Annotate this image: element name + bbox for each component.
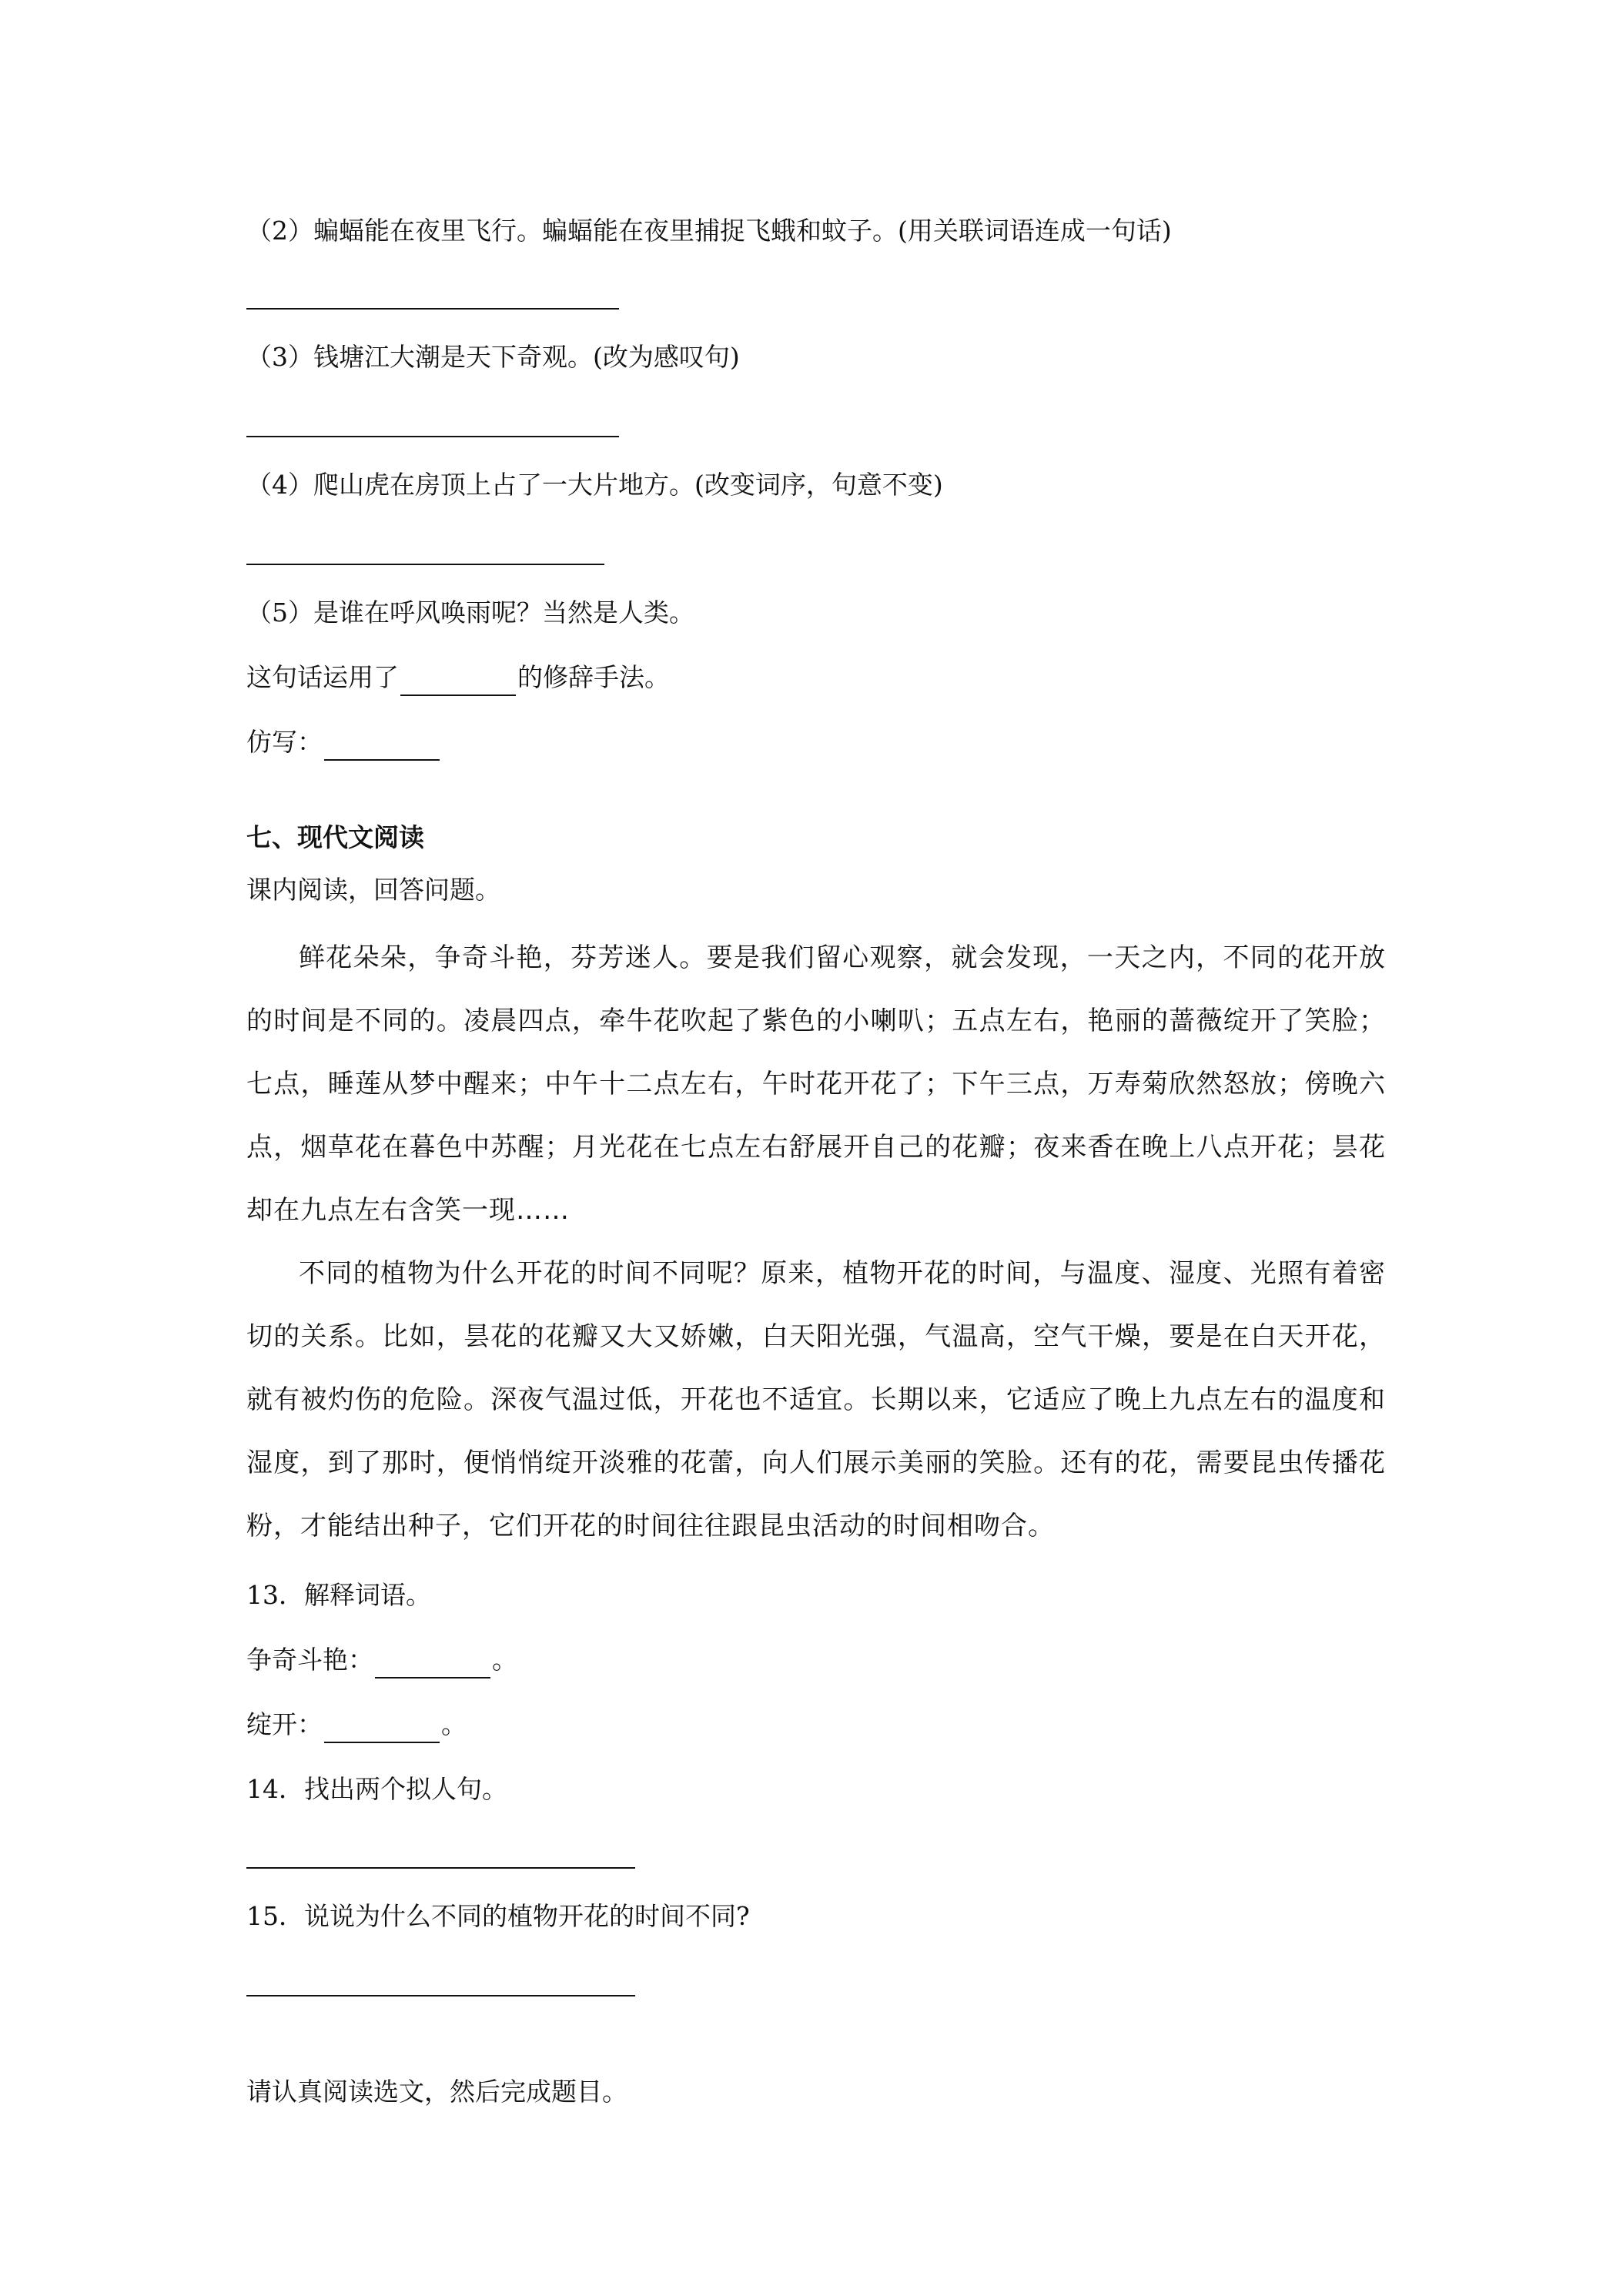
- word-2-end: 。: [441, 1709, 467, 1739]
- question-4-text: （4）爬山虎在房顶上占了一大片地方。(改变词序，句意不变): [246, 470, 943, 500]
- rhetoric-blank[interactable]: [400, 668, 516, 696]
- question-14-title: 14．找出两个拟人句。: [246, 1774, 507, 1804]
- rhetoric-prefix: 这句话运用了: [246, 662, 399, 692]
- question-5-text: （5）是谁在呼风唤雨呢？当然是人类。: [246, 597, 694, 628]
- word-2-blank[interactable]: [324, 1715, 440, 1743]
- reading-paragraph-1: 鲜花朵朵，争奇斗艳，芬芳迷人。要是我们留心观察，就会发现，一天之内，不同的花开放的时间是不同的。凌晨四点，牵牛花吹起了紫色的小喇叭；五点左右，艳丽的蔷薇绽开了笑脸；七点，睡莲从梦中醒来；中午十二点左右，午时花开花了；下午三点，万寿菊欣然怒放；傍晚六点，烟草花在暮色中苏醒；月光花在七点左右舒展开自己的花瓣；夜来香在晚上八点开花；昙花却在九点左右含笑一现……: [246, 942, 1386, 1226]
- question-14-answer-line[interactable]: [246, 1867, 635, 1869]
- question-13-word-2: [246, 1706, 467, 1743]
- question-5-rhetoric-line: [246, 659, 670, 696]
- question-3-answer-line[interactable]: [246, 436, 619, 437]
- word-1-label: 争奇斗艳：: [246, 1645, 373, 1675]
- question-13-word-1: [246, 1642, 517, 1678]
- question-2-answer-line[interactable]: [246, 308, 619, 310]
- next-section-instruction: 请认真阅读选文，然后完成题目。: [246, 2077, 627, 2107]
- word-2-label: 绽开：: [246, 1709, 323, 1739]
- question-15-answer-line[interactable]: [246, 1995, 635, 1996]
- reading-paragraph-2: 不同的植物为什么开花的时间不同呢？原来，植物开花的时间，与温度、湿度、光照有着密切的关系。比如，昙花的花瓣又大又娇嫩，白天阳光强，气温高，空气干燥，要是在白天开花，就有被灼伤的危险。深夜气温过低，开花也不适宜。长期以来，它适应了晚上九点左右的温度和湿度，到了那时，便悄悄绽开淡雅的花蕾，向人们展示美丽的笑脸。还有的花，需要昆虫传播花粉，才能结出种子，它们开花的时间往往跟昆虫活动的时间相吻合。: [246, 1258, 1386, 1541]
- word-1-end: 。: [492, 1645, 517, 1675]
- section-7-instruction: 课内阅读，回答问题。: [246, 875, 500, 905]
- imitate-label: 仿写：: [246, 727, 323, 757]
- question-2-text: （2）蝙蝠能在夜里飞行。蝙蝠能在夜里捕捉飞蛾和蚊子。(用关联词语连成一句话): [246, 216, 1172, 246]
- question-13-title: 13．解释词语。: [246, 1580, 431, 1610]
- question-4-answer-line[interactable]: [246, 564, 604, 565]
- question-3-text: （3）钱塘江大潮是天下奇观。(改为感叹句): [246, 342, 740, 372]
- question-15-title: 15．说说为什么不同的植物开花的时间不同?: [246, 1901, 750, 1931]
- word-1-blank[interactable]: [375, 1651, 490, 1678]
- rhetoric-suffix: 的修辞手法。: [517, 662, 670, 692]
- section-7-title: 七、现代文阅读: [246, 822, 424, 852]
- imitate-blank[interactable]: [324, 733, 440, 761]
- question-5-imitate-line: [246, 724, 441, 761]
